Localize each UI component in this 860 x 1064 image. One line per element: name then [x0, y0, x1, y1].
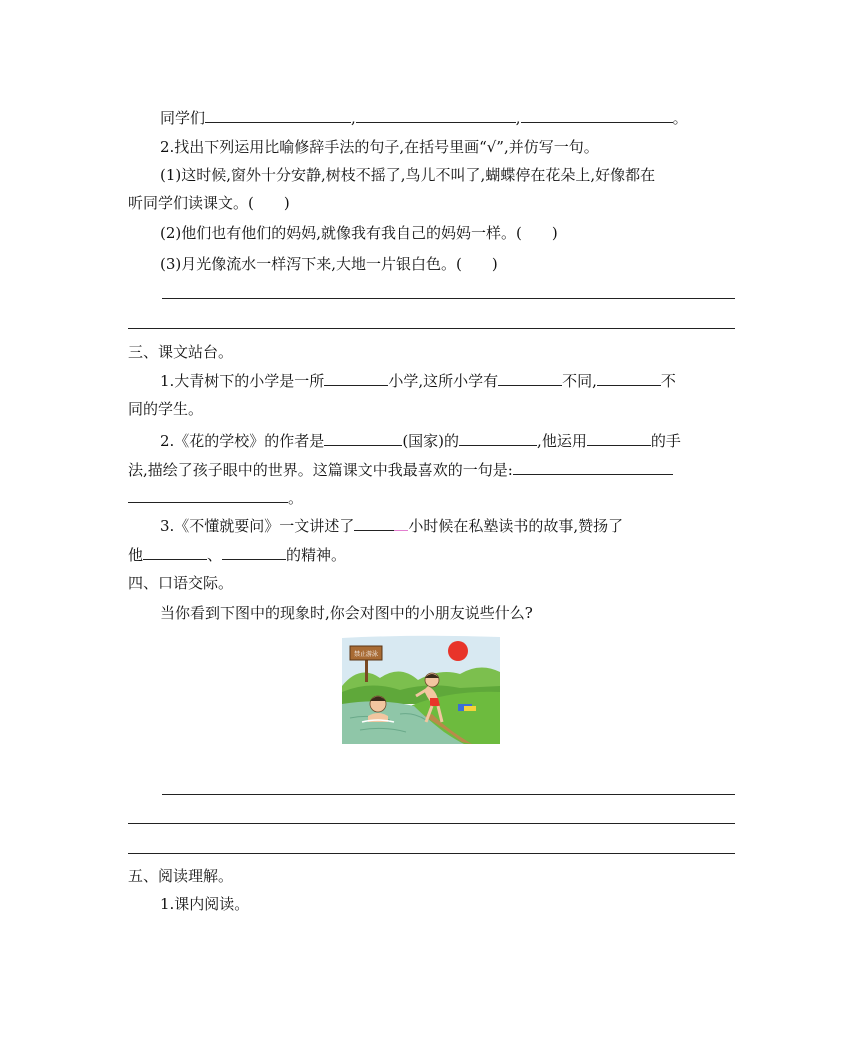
blank[interactable] [128, 487, 288, 503]
blank[interactable] [324, 370, 388, 386]
s3-q2-line-2 [128, 459, 673, 480]
s3-q3-line-2 [128, 544, 346, 565]
text: 3.《不懂就要问》一文讲述了 [160, 517, 355, 535]
section-3-heading: 三、课文站台。 [128, 343, 234, 361]
s4-prompt: 当你看到下图中的现象时,你会对图中的小朋友说些什么? [160, 604, 533, 622]
answer-line[interactable] [128, 328, 735, 329]
blank[interactable] [597, 370, 661, 386]
answer-line[interactable] [162, 794, 735, 795]
section-4-heading: 四、口语交际。 [128, 574, 234, 592]
period: 。 [672, 109, 688, 127]
q2-sentence-3: (3)月光像流水一样泻下来,大地一片银白色。( ) [160, 255, 498, 273]
separator: , [515, 109, 521, 127]
text: 小学,这所小学有 [388, 372, 499, 390]
q2-sentence-2: (2)他们也有他们的妈妈,就像我有我自己的妈妈一样。( ) [160, 224, 558, 242]
text: 2.《花的学校》的作者是 [160, 432, 325, 450]
answer-line[interactable] [162, 298, 735, 299]
s5-sub-heading: 1.课内阅读。 [160, 895, 250, 913]
text: 不同, [562, 372, 597, 390]
section-5-heading: 五、阅读理解。 [128, 867, 234, 885]
text: 、 [207, 546, 223, 564]
s3-q3-line-1 [160, 515, 623, 536]
swimming-warning-illustration [340, 634, 502, 746]
blank-1[interactable] [205, 107, 351, 123]
s3-q1-line-2: 同的学生。 [128, 400, 204, 418]
blank[interactable] [459, 430, 537, 446]
s3-q2-line-3 [128, 487, 303, 508]
blank-highlight [394, 515, 408, 531]
text: 他 [128, 546, 144, 564]
answer-line[interactable] [128, 853, 735, 854]
answer-line[interactable] [128, 823, 735, 824]
blank[interactable] [498, 370, 562, 386]
blank[interactable] [324, 430, 402, 446]
text: (国家)的 [402, 432, 460, 450]
text: 不 [660, 372, 676, 390]
blank[interactable] [587, 430, 651, 446]
text: 的精神。 [286, 546, 347, 564]
blank[interactable] [354, 515, 394, 531]
blank[interactable] [143, 544, 207, 560]
text: 1.大青树下的小学是一所 [160, 372, 325, 390]
fill-in-line-classmates [160, 107, 688, 128]
period: 。 [288, 489, 304, 507]
text-prefix: 同学们 [160, 109, 206, 127]
text: ,他运用 [537, 432, 587, 450]
s3-q2-line-1 [160, 430, 681, 451]
separator: , [351, 109, 356, 127]
blank-3[interactable] [521, 107, 673, 123]
blank-2[interactable] [356, 107, 516, 123]
s3-q1-line-1 [160, 370, 676, 391]
q2-title: 2.找出下列运用比喻修辞手法的句子,在括号里画“√”,并仿写一句。 [160, 138, 599, 156]
text: 小时候在私塾读书的故事,赞扬了 [408, 517, 624, 535]
text: 的手 [650, 432, 681, 450]
q2-sentence-1-line-1: (1)这时候,窗外十分安静,树枝不摇了,鸟儿不叫了,蝴蝶停在花朵上,好像都在 [160, 166, 656, 184]
blank[interactable] [513, 459, 673, 475]
sign-text: 禁止游泳 [353, 651, 379, 658]
q2-sentence-1-line-2: 听同学们读课文。( ) [128, 194, 290, 212]
text: 法,描绘了孩子眼中的世界。这篇课文中我最喜欢的一句是: [128, 461, 513, 479]
blank[interactable] [222, 544, 286, 560]
